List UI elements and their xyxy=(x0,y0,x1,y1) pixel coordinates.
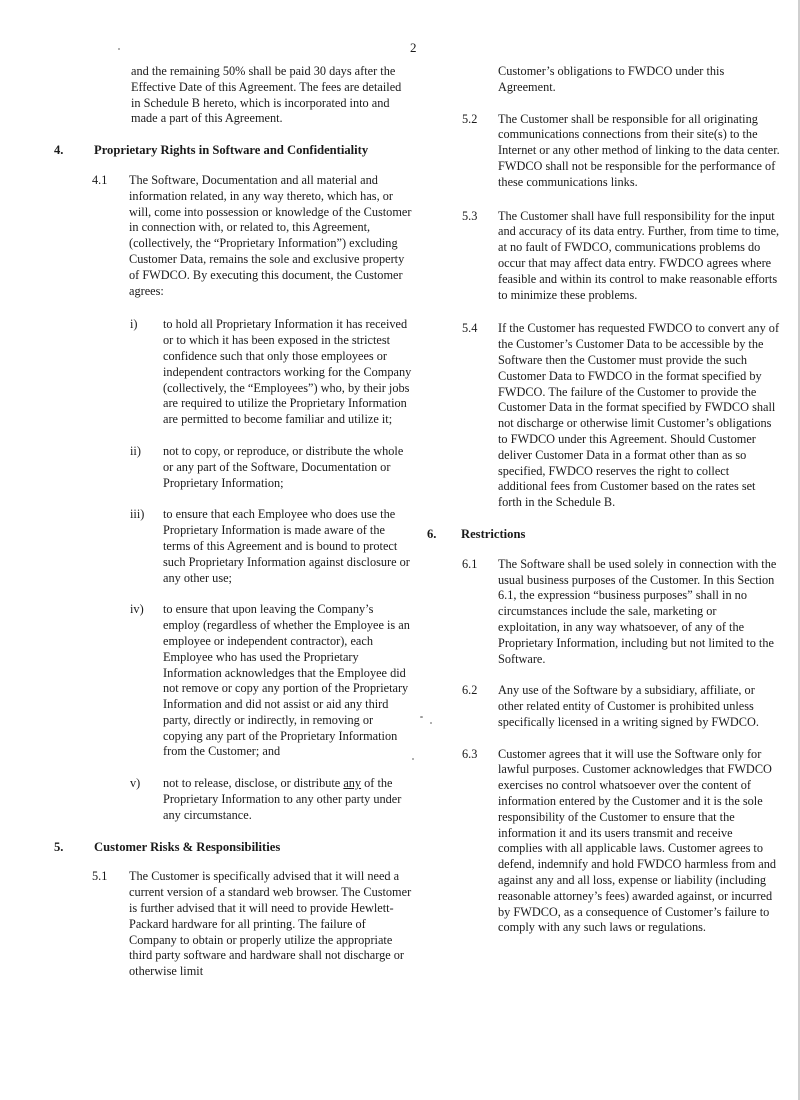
section-heading-5 xyxy=(52,840,412,856)
right-column xyxy=(422,64,780,950)
item-text-part: of the Proprietary Information to any other party under any circumstance. xyxy=(163,776,402,822)
continued-paragraph xyxy=(498,64,780,96)
item-number: v) xyxy=(130,776,141,791)
clause-number: 5.1 xyxy=(92,869,108,884)
clause-6-2 xyxy=(422,683,780,730)
item-text: to hold all Proprietary Information it has received or to which it has been exposed in the strictest confidence such that only those employees or independent contractors working for the Company (collectively, the “Employees”) who, by their jobs are required to utilize the Proprietary Information are permitted to become familiar and utilize it; xyxy=(163,317,412,427)
clause-number: 5.3 xyxy=(462,208,478,223)
list-item xyxy=(52,444,412,491)
continued-paragraph xyxy=(131,64,412,127)
section-title: Proprietary Rights in Software and Confidentiality xyxy=(94,143,369,158)
clause-5-4 xyxy=(422,321,780,511)
list-item xyxy=(52,602,412,760)
clause-text: Any use of the Software by a subsidiary, affiliate, or other related entity of Customer is prohibited unless specifically licensed in a writing signed by FWDCO. xyxy=(498,683,759,729)
clause-text: The Customer shall be responsible for all originating communications connections from their site(s) to the Internet or any other method of linking to the data center. FWDCO shall not be responsible for the performance of these communications links. xyxy=(498,111,780,189)
item-text-part: not to release, disclose, or distribute xyxy=(163,776,344,791)
clause-number: 5.2 xyxy=(462,111,478,126)
section-title: Restrictions xyxy=(461,526,526,541)
item-number: iii) xyxy=(130,507,145,522)
paragraph-text: and the remaining 50% shall be paid 30 days after the Effective Date of this Agreement. The fees are detailed in Schedule B hereto, which is incorporated into and made a part of this Agreement. xyxy=(131,64,402,126)
clause-text: The Customer is specifically advised that it will need a current version of a standard web browser. The Customer is further advised that it will need to provide Hewlett-Packard hardware for all printing. The failure of Company to obtain or properly utilize the appropriate third party software and hardware shall not discharge or otherwise limit xyxy=(129,869,412,979)
underlined-word: any xyxy=(343,776,362,791)
scan-speck xyxy=(412,758,414,760)
clause-text: Customer agrees that it will use the Software only for lawful purposes. Customer acknowledges that FWDCO exercises no control whatsoever over the content of information entered by the Customer and it is the sole responsibility of the Customer to ensure that the information it and its users transmit and receive complies with all applicable laws. Customer agrees to defend, indemnify and hold FWDCO harmless from and against any and all loss, expense or liability (including reasonable attorney’s fees) awarded against, or incurred by FWDCO, as a consequence of Customer’s failure to comply with any such laws or regulations. xyxy=(498,746,776,935)
section-title: Customer Risks & Responsibilities xyxy=(94,839,281,854)
item-number: iv) xyxy=(130,602,144,617)
clause-text: The Software shall be used solely in connection with the usual business purposes of the Customer. In this Section 6.1, the expression “business purposes” shall in no circumstances include the sale, marketing or exploitation, in any way whatsoever, of any of the Proprietary Information, including but not limited to the Software. xyxy=(498,556,777,666)
paragraph-text: Customer’s obligations to FWDCO under this Agreement. xyxy=(498,64,725,94)
item-text xyxy=(163,776,412,823)
clause-number: 5.4 xyxy=(462,321,478,336)
section-heading-6 xyxy=(422,527,780,543)
section-number: 4. xyxy=(54,143,64,158)
page-number: 2 xyxy=(410,40,417,55)
clause-text: The Customer shall have full responsibility for the input and accuracy of its data entry. Further, from time to time, at no fault of FWDCO, communications problems do occur that may affect data entry. FWDCO agrees where feasible and within its control to make reasonable efforts to minimize these problems. xyxy=(498,208,780,302)
clause-text: If the Customer has requested FWDCO to convert any of the Customer’s Customer Data to be accessible by the Software then the Customer must provide the such Customer Data to FWDCO in the format specified by FWDCO. The failure of the Customer to provide the Customer Data in the format specified by FWDCO shall not discharge or otherwise limit Customer’s obligations to FWDCO under this Agreement. Should Customer deliver Customer Data in a format other than as so specified, FWDCO reserves the right to collect additional fees from Customer based on the rates set forth in the Schedule B. xyxy=(498,321,780,510)
clause-number: 6.3 xyxy=(462,746,478,761)
clause-6-3 xyxy=(422,747,780,937)
clause-number: 4.1 xyxy=(92,172,108,187)
item-number: i) xyxy=(130,317,138,332)
item-text: to ensure that upon leaving the Company’s employ (regardless of whether the Employee is an employee or independent contractor), each Employee who has used the Proprietary Information acknowledges that the Employee did not remove or copy any portion of the Proprietary Information and did not assist or aid any third party, directly or indirectly, in removing or copying any part of the Proprietary Information from the Customer; and xyxy=(163,602,410,759)
list-item xyxy=(52,507,412,586)
item-text: to ensure that each Employee who does use the Proprietary Information is made aware of the terms of this Agreement and is bound to protect such Proprietary Information against disclosure or any other use; xyxy=(163,507,410,585)
clause-number: 6.1 xyxy=(462,556,478,571)
clause-5-2 xyxy=(422,112,780,191)
clause-number: 6.2 xyxy=(462,683,478,698)
clause-text: The Software, Documentation and all material and information related, in any way thereto, which has, or will, come into possession or knowledge of the Customer in connection with, or related to, this Agreement, (collectively, the “Proprietary Information”) excluding Customer Data, remains the sole and exclusive property of FWDCO. By executing this document, the Customer agrees: xyxy=(129,172,412,298)
clause-6-1 xyxy=(422,557,780,668)
list-item xyxy=(52,317,412,428)
list-item xyxy=(52,776,412,823)
clause-5-1 xyxy=(52,869,412,980)
item-number: ii) xyxy=(130,443,141,458)
left-column xyxy=(52,64,412,994)
section-heading-4 xyxy=(52,143,412,159)
clause-4-1 xyxy=(52,173,412,299)
section-number: 5. xyxy=(54,839,64,854)
clause-5-3 xyxy=(422,209,780,304)
scan-speck xyxy=(118,48,120,50)
item-text: not to copy, or reproduce, or distribute the whole or any part of the Software, Documentation or Proprietary Information; xyxy=(163,443,404,490)
section-number: 6. xyxy=(427,526,437,541)
